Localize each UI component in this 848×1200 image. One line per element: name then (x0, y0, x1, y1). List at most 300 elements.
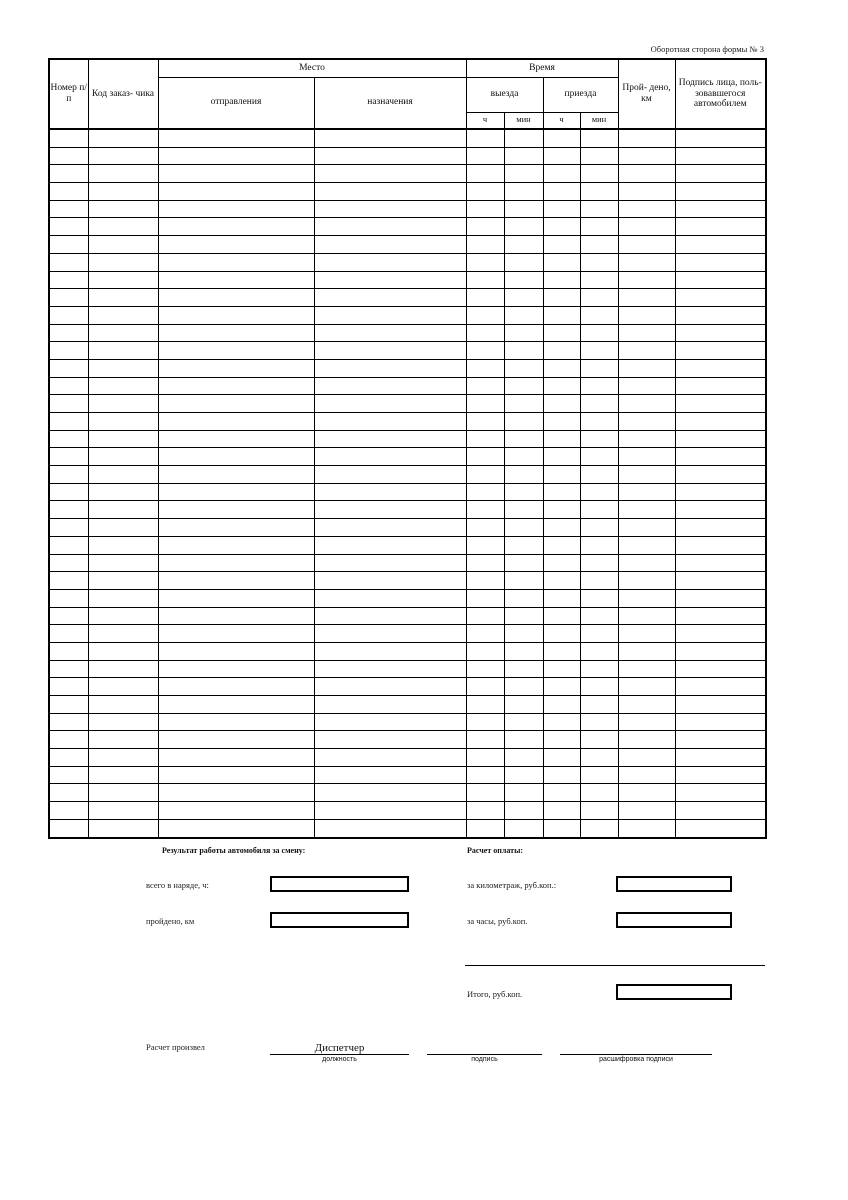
table-cell[interactable] (158, 306, 314, 324)
table-cell[interactable] (543, 572, 580, 590)
table-cell[interactable] (88, 501, 158, 519)
table-cell[interactable] (49, 501, 88, 519)
table-cell[interactable] (88, 802, 158, 820)
table-cell[interactable] (618, 253, 675, 271)
table-cell[interactable] (88, 218, 158, 236)
table-cell[interactable] (88, 589, 158, 607)
table-cell[interactable] (88, 342, 158, 360)
table-cell[interactable] (504, 784, 543, 802)
table-cell[interactable] (543, 253, 580, 271)
table-cell[interactable] (543, 660, 580, 678)
table-cell[interactable] (580, 413, 618, 431)
table-cell[interactable] (314, 147, 466, 165)
table-cell[interactable] (49, 253, 88, 271)
table-cell[interactable] (504, 289, 543, 307)
table-cell[interactable] (314, 519, 466, 537)
table-cell[interactable] (618, 696, 675, 714)
table-cell[interactable] (580, 501, 618, 519)
table-cell[interactable] (466, 749, 504, 767)
table-cell[interactable] (88, 766, 158, 784)
table-cell[interactable] (466, 377, 504, 395)
table-cell[interactable] (49, 572, 88, 590)
table-cell[interactable] (580, 784, 618, 802)
table-cell[interactable] (466, 359, 504, 377)
table-cell[interactable] (543, 218, 580, 236)
table-cell[interactable] (158, 784, 314, 802)
table-cell[interactable] (466, 678, 504, 696)
table-cell[interactable] (504, 413, 543, 431)
table-cell[interactable] (158, 253, 314, 271)
table-cell[interactable] (158, 147, 314, 165)
table-cell[interactable] (543, 466, 580, 484)
table-cell[interactable] (543, 625, 580, 643)
table-cell[interactable] (314, 430, 466, 448)
table-cell[interactable] (158, 483, 314, 501)
table-cell[interactable] (543, 589, 580, 607)
table-cell[interactable] (675, 536, 766, 554)
table-cell[interactable] (618, 572, 675, 590)
table-cell[interactable] (675, 607, 766, 625)
table-cell[interactable] (158, 377, 314, 395)
table-cell[interactable] (49, 342, 88, 360)
table-cell[interactable] (618, 342, 675, 360)
table-cell[interactable] (314, 554, 466, 572)
table-cell[interactable] (466, 554, 504, 572)
table-cell[interactable] (49, 784, 88, 802)
table-cell[interactable] (580, 218, 618, 236)
table-cell[interactable] (314, 200, 466, 218)
table-cell[interactable] (466, 342, 504, 360)
table-cell[interactable] (543, 766, 580, 784)
table-cell[interactable] (314, 660, 466, 678)
table-cell[interactable] (314, 342, 466, 360)
table-cell[interactable] (158, 766, 314, 784)
table-cell[interactable] (618, 642, 675, 660)
table-cell[interactable] (88, 200, 158, 218)
table-cell[interactable] (618, 218, 675, 236)
table-cell[interactable] (543, 413, 580, 431)
table-cell[interactable] (466, 324, 504, 342)
table-cell[interactable] (580, 306, 618, 324)
table-cell[interactable] (314, 359, 466, 377)
total-field[interactable] (616, 984, 732, 1000)
table-cell[interactable] (504, 660, 543, 678)
table-cell[interactable] (504, 696, 543, 714)
table-cell[interactable] (618, 147, 675, 165)
table-cell[interactable] (543, 802, 580, 820)
table-cell[interactable] (88, 147, 158, 165)
table-cell[interactable] (504, 448, 543, 466)
table-cell[interactable] (543, 395, 580, 413)
table-cell[interactable] (88, 660, 158, 678)
table-cell[interactable] (314, 377, 466, 395)
table-cell[interactable] (466, 519, 504, 537)
table-cell[interactable] (49, 819, 88, 837)
table-cell[interactable] (49, 766, 88, 784)
table-cell[interactable] (543, 483, 580, 501)
table-cell[interactable] (314, 253, 466, 271)
table-cell[interactable] (675, 766, 766, 784)
table-cell[interactable] (314, 289, 466, 307)
table-cell[interactable] (88, 713, 158, 731)
table-cell[interactable] (158, 696, 314, 714)
table-cell[interactable] (543, 165, 580, 183)
table-cell[interactable] (88, 395, 158, 413)
table-cell[interactable] (618, 819, 675, 837)
table-cell[interactable] (543, 696, 580, 714)
table-cell[interactable] (618, 306, 675, 324)
table-cell[interactable] (466, 660, 504, 678)
table-cell[interactable] (675, 466, 766, 484)
table-cell[interactable] (49, 359, 88, 377)
position-value[interactable]: Диспетчер (314, 1042, 365, 1054)
table-cell[interactable] (88, 642, 158, 660)
table-cell[interactable] (49, 589, 88, 607)
table-cell[interactable] (314, 572, 466, 590)
table-cell[interactable] (158, 572, 314, 590)
table-cell[interactable] (88, 625, 158, 643)
table-cell[interactable] (580, 289, 618, 307)
table-cell[interactable] (580, 395, 618, 413)
table-cell[interactable] (88, 236, 158, 254)
table-cell[interactable] (675, 147, 766, 165)
table-cell[interactable] (158, 289, 314, 307)
table-cell[interactable] (618, 749, 675, 767)
table-cell[interactable] (466, 448, 504, 466)
table-cell[interactable] (580, 147, 618, 165)
table-cell[interactable] (88, 466, 158, 484)
table-cell[interactable] (618, 430, 675, 448)
table-cell[interactable] (675, 696, 766, 714)
table-cell[interactable] (466, 625, 504, 643)
table-cell[interactable] (314, 165, 466, 183)
table-cell[interactable] (466, 731, 504, 749)
table-cell[interactable] (314, 448, 466, 466)
table-cell[interactable] (504, 802, 543, 820)
table-cell[interactable] (675, 359, 766, 377)
table-cell[interactable] (49, 483, 88, 501)
table-cell[interactable] (675, 253, 766, 271)
table-cell[interactable] (88, 819, 158, 837)
table-cell[interactable] (675, 589, 766, 607)
table-cell[interactable] (543, 819, 580, 837)
table-cell[interactable] (466, 147, 504, 165)
table-cell[interactable] (158, 342, 314, 360)
table-cell[interactable] (158, 625, 314, 643)
table-cell[interactable] (675, 324, 766, 342)
table-cell[interactable] (504, 466, 543, 484)
table-cell[interactable] (543, 784, 580, 802)
table-cell[interactable] (504, 642, 543, 660)
table-cell[interactable] (158, 413, 314, 431)
table-cell[interactable] (158, 395, 314, 413)
table-cell[interactable] (504, 625, 543, 643)
table-cell[interactable] (49, 749, 88, 767)
table-cell[interactable] (618, 289, 675, 307)
table-cell[interactable] (675, 554, 766, 572)
table-cell[interactable] (49, 165, 88, 183)
table-cell[interactable] (49, 731, 88, 749)
table-cell[interactable] (49, 466, 88, 484)
table-cell[interactable] (158, 218, 314, 236)
table-cell[interactable] (314, 395, 466, 413)
table-cell[interactable] (158, 589, 314, 607)
table-cell[interactable] (504, 731, 543, 749)
table-cell[interactable] (49, 306, 88, 324)
table-cell[interactable] (49, 519, 88, 537)
table-cell[interactable] (543, 342, 580, 360)
table-cell[interactable] (618, 165, 675, 183)
table-cell[interactable] (504, 501, 543, 519)
table-cell[interactable] (49, 271, 88, 289)
table-cell[interactable] (466, 589, 504, 607)
table-cell[interactable] (580, 129, 618, 147)
table-cell[interactable] (504, 678, 543, 696)
table-cell[interactable] (466, 501, 504, 519)
table-cell[interactable] (675, 430, 766, 448)
table-cell[interactable] (504, 536, 543, 554)
table-cell[interactable] (158, 554, 314, 572)
table-cell[interactable] (618, 183, 675, 201)
table-cell[interactable] (49, 713, 88, 731)
table-cell[interactable] (675, 395, 766, 413)
table-cell[interactable] (580, 696, 618, 714)
table-cell[interactable] (504, 572, 543, 590)
table-cell[interactable] (543, 536, 580, 554)
table-cell[interactable] (466, 819, 504, 837)
table-cell[interactable] (580, 625, 618, 643)
table-cell[interactable] (314, 696, 466, 714)
table-cell[interactable] (580, 466, 618, 484)
table-cell[interactable] (466, 306, 504, 324)
table-cell[interactable] (158, 324, 314, 342)
table-cell[interactable] (49, 430, 88, 448)
table-cell[interactable] (504, 607, 543, 625)
table-cell[interactable] (675, 183, 766, 201)
table-cell[interactable] (543, 678, 580, 696)
table-cell[interactable] (543, 289, 580, 307)
table-cell[interactable] (158, 236, 314, 254)
table-cell[interactable] (543, 448, 580, 466)
table-cell[interactable] (158, 713, 314, 731)
table-cell[interactable] (580, 519, 618, 537)
table-cell[interactable] (504, 359, 543, 377)
table-cell[interactable] (504, 766, 543, 784)
table-cell[interactable] (466, 289, 504, 307)
table-cell[interactable] (314, 642, 466, 660)
table-cell[interactable] (543, 519, 580, 537)
table-cell[interactable] (504, 200, 543, 218)
table-cell[interactable] (580, 430, 618, 448)
table-cell[interactable] (158, 183, 314, 201)
table-cell[interactable] (618, 271, 675, 289)
table-cell[interactable] (314, 218, 466, 236)
table-cell[interactable] (543, 147, 580, 165)
table-cell[interactable] (675, 519, 766, 537)
table-cell[interactable] (314, 536, 466, 554)
table-cell[interactable] (618, 802, 675, 820)
table-cell[interactable] (675, 448, 766, 466)
table-cell[interactable] (314, 784, 466, 802)
table-cell[interactable] (618, 448, 675, 466)
table-cell[interactable] (580, 731, 618, 749)
table-cell[interactable] (158, 359, 314, 377)
table-cell[interactable] (504, 271, 543, 289)
table-cell[interactable] (580, 642, 618, 660)
table-cell[interactable] (675, 572, 766, 590)
table-cell[interactable] (675, 678, 766, 696)
table-cell[interactable] (314, 625, 466, 643)
table-cell[interactable] (675, 342, 766, 360)
table-cell[interactable] (580, 253, 618, 271)
mileage-field[interactable] (616, 876, 732, 892)
table-cell[interactable] (580, 713, 618, 731)
table-cell[interactable] (314, 713, 466, 731)
table-cell[interactable] (88, 536, 158, 554)
table-cell[interactable] (543, 324, 580, 342)
table-cell[interactable] (618, 501, 675, 519)
table-cell[interactable] (618, 377, 675, 395)
table-cell[interactable] (49, 660, 88, 678)
table-cell[interactable] (466, 784, 504, 802)
table-cell[interactable] (675, 165, 766, 183)
table-cell[interactable] (49, 678, 88, 696)
table-cell[interactable] (618, 554, 675, 572)
table-cell[interactable] (504, 218, 543, 236)
table-cell[interactable] (88, 289, 158, 307)
table-cell[interactable] (504, 749, 543, 767)
table-cell[interactable] (88, 607, 158, 625)
table-cell[interactable] (580, 236, 618, 254)
table-cell[interactable] (618, 324, 675, 342)
table-cell[interactable] (88, 377, 158, 395)
table-cell[interactable] (466, 236, 504, 254)
table-cell[interactable] (466, 466, 504, 484)
table-cell[interactable] (580, 802, 618, 820)
table-cell[interactable] (49, 289, 88, 307)
table-cell[interactable] (158, 501, 314, 519)
table-cell[interactable] (49, 642, 88, 660)
table-cell[interactable] (466, 271, 504, 289)
table-cell[interactable] (49, 413, 88, 431)
table-cell[interactable] (314, 501, 466, 519)
table-cell[interactable] (49, 536, 88, 554)
table-cell[interactable] (504, 253, 543, 271)
table-cell[interactable] (618, 395, 675, 413)
table-cell[interactable] (88, 448, 158, 466)
table-cell[interactable] (675, 501, 766, 519)
table-cell[interactable] (466, 129, 504, 147)
table-cell[interactable] (543, 554, 580, 572)
table-cell[interactable] (580, 200, 618, 218)
table-cell[interactable] (580, 483, 618, 501)
table-cell[interactable] (88, 129, 158, 147)
table-cell[interactable] (618, 519, 675, 537)
table-cell[interactable] (580, 324, 618, 342)
table-cell[interactable] (314, 129, 466, 147)
table-cell[interactable] (314, 802, 466, 820)
table-cell[interactable] (88, 749, 158, 767)
table-cell[interactable] (314, 483, 466, 501)
table-cell[interactable] (580, 183, 618, 201)
table-cell[interactable] (675, 218, 766, 236)
table-cell[interactable] (504, 183, 543, 201)
table-cell[interactable] (314, 607, 466, 625)
table-cell[interactable] (504, 395, 543, 413)
table-cell[interactable] (49, 607, 88, 625)
table-cell[interactable] (466, 483, 504, 501)
table-cell[interactable] (49, 554, 88, 572)
table-cell[interactable] (314, 678, 466, 696)
table-cell[interactable] (580, 165, 618, 183)
table-cell[interactable] (504, 483, 543, 501)
table-cell[interactable] (49, 129, 88, 147)
table-cell[interactable] (618, 236, 675, 254)
table-cell[interactable] (504, 236, 543, 254)
table-cell[interactable] (675, 236, 766, 254)
table-cell[interactable] (49, 200, 88, 218)
table-cell[interactable] (543, 713, 580, 731)
table-cell[interactable] (158, 519, 314, 537)
table-cell[interactable] (504, 519, 543, 537)
table-cell[interactable] (466, 413, 504, 431)
table-cell[interactable] (466, 200, 504, 218)
table-cell[interactable] (504, 129, 543, 147)
table-cell[interactable] (314, 749, 466, 767)
table-cell[interactable] (580, 589, 618, 607)
table-cell[interactable] (314, 324, 466, 342)
table-cell[interactable] (466, 607, 504, 625)
table-cell[interactable] (618, 413, 675, 431)
table-cell[interactable] (466, 430, 504, 448)
table-cell[interactable] (543, 749, 580, 767)
signature-line[interactable] (427, 1054, 542, 1055)
table-cell[interactable] (618, 660, 675, 678)
table-cell[interactable] (49, 696, 88, 714)
table-cell[interactable] (49, 448, 88, 466)
table-cell[interactable] (158, 430, 314, 448)
table-cell[interactable] (158, 536, 314, 554)
table-cell[interactable] (314, 183, 466, 201)
table-cell[interactable] (675, 271, 766, 289)
table-cell[interactable] (466, 536, 504, 554)
table-cell[interactable] (314, 466, 466, 484)
table-cell[interactable] (88, 572, 158, 590)
table-cell[interactable] (49, 147, 88, 165)
table-cell[interactable] (158, 642, 314, 660)
table-cell[interactable] (49, 802, 88, 820)
table-cell[interactable] (580, 607, 618, 625)
table-cell[interactable] (504, 165, 543, 183)
table-cell[interactable] (618, 129, 675, 147)
table-cell[interactable] (675, 642, 766, 660)
table-cell[interactable] (466, 802, 504, 820)
table-cell[interactable] (158, 165, 314, 183)
table-cell[interactable] (49, 395, 88, 413)
table-cell[interactable] (158, 200, 314, 218)
table-cell[interactable] (504, 324, 543, 342)
table-cell[interactable] (580, 819, 618, 837)
table-cell[interactable] (543, 377, 580, 395)
table-cell[interactable] (543, 306, 580, 324)
table-cell[interactable] (504, 819, 543, 837)
table-cell[interactable] (504, 554, 543, 572)
table-cell[interactable] (580, 749, 618, 767)
table-cell[interactable] (88, 519, 158, 537)
table-cell[interactable] (543, 731, 580, 749)
table-cell[interactable] (618, 731, 675, 749)
table-cell[interactable] (466, 165, 504, 183)
